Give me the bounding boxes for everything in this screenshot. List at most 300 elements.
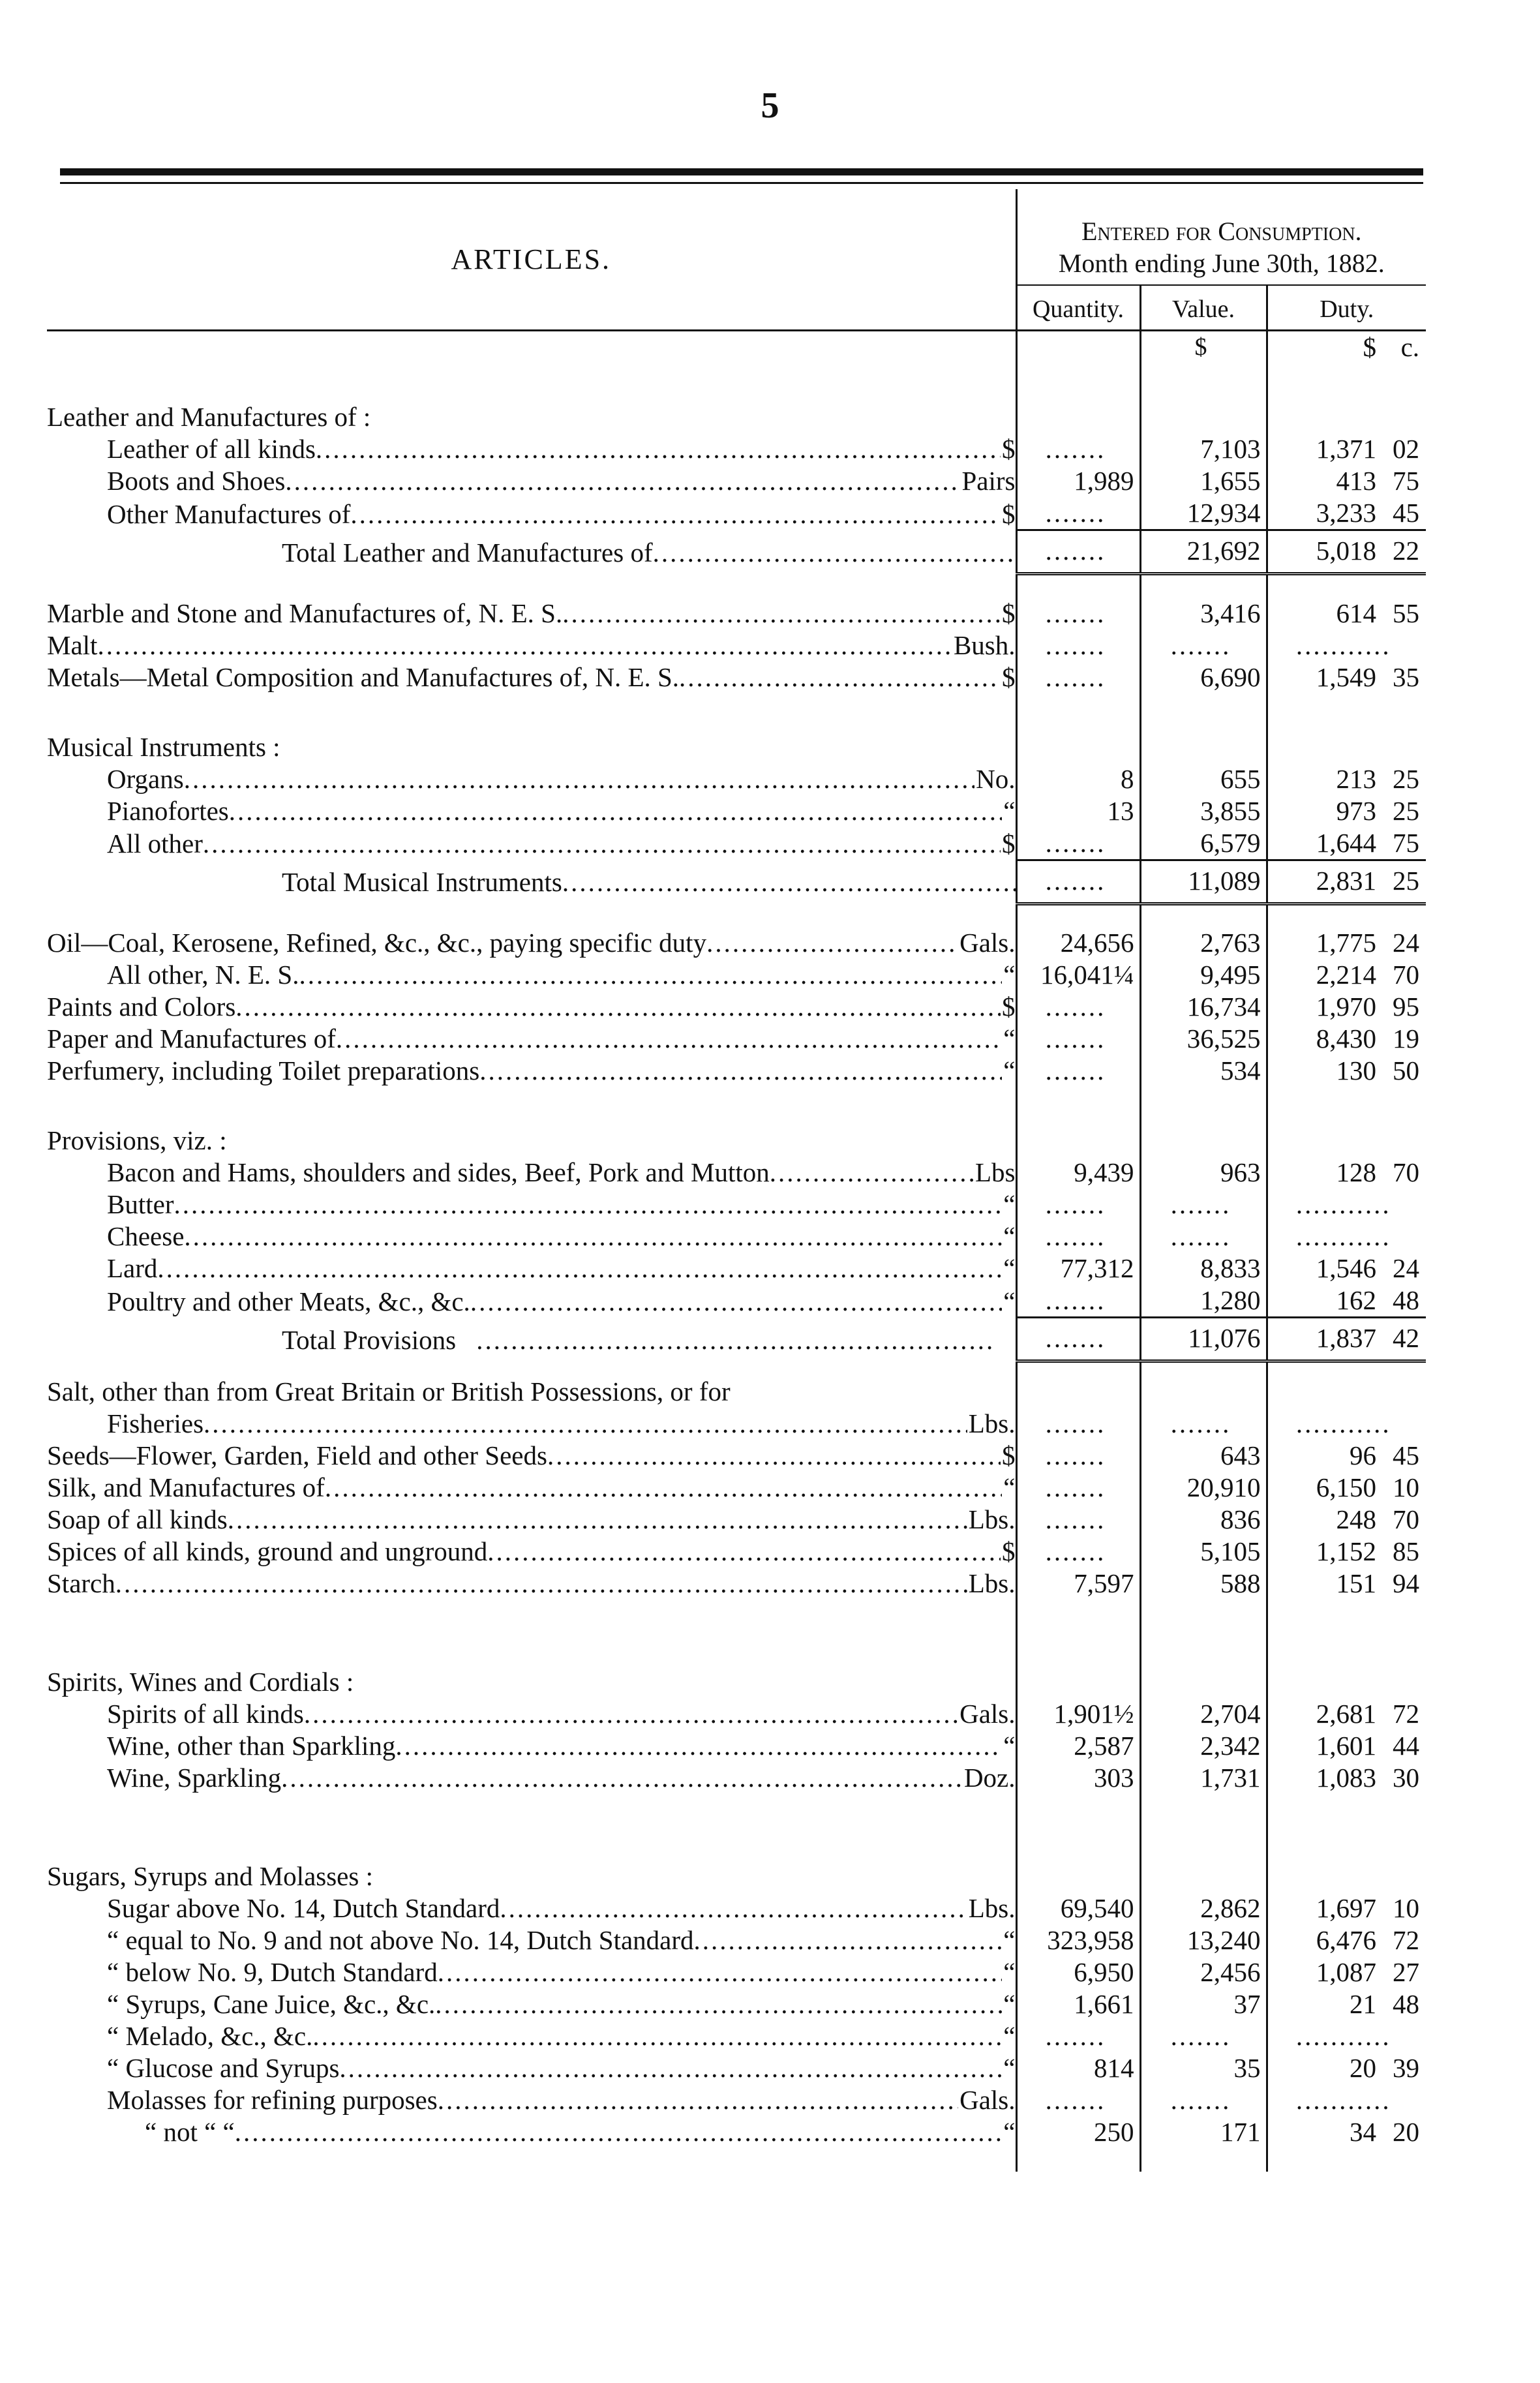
spacer-row xyxy=(47,2148,1426,2172)
value-cell: 36,525 xyxy=(1140,1023,1267,1055)
value-heading: Value. xyxy=(1140,285,1267,331)
article-item xyxy=(47,1762,1016,1794)
duty-cell xyxy=(1267,827,1426,860)
article-label: Fisheries xyxy=(107,1408,204,1438)
article-item xyxy=(47,2020,1016,2052)
quantity-cell: ....... xyxy=(1016,433,1140,465)
duty-cell xyxy=(1267,598,1426,630)
article-item xyxy=(47,2084,1016,2116)
duty-dollars: 5,018 xyxy=(1316,536,1377,566)
article-label: Butter xyxy=(107,1189,174,1219)
total-label: Total Musical Instruments xyxy=(282,867,562,897)
table-row xyxy=(47,1730,1426,1762)
article-item xyxy=(47,1568,1016,1600)
duty-cell xyxy=(1267,1762,1426,1794)
table-row xyxy=(47,795,1426,827)
total-label: Total Provisions xyxy=(282,1324,457,1355)
article-label: Marble and Stone and Manufactures of, N. E. S. xyxy=(47,598,563,628)
section-title-row xyxy=(47,1846,1426,1892)
duty-cents: 20 xyxy=(1393,2116,1420,2147)
article-label: “ Melado, &c., &c. xyxy=(107,2020,313,2051)
articles-heading: ARTICLES. xyxy=(47,189,1016,331)
article-label: Oil—Coal, Kerosene, Refined, &c., &c., paying specific duty xyxy=(47,928,707,958)
leader-dots xyxy=(487,1536,1001,1568)
table-row xyxy=(47,497,1426,530)
table-row xyxy=(47,1157,1426,1189)
duty-cell xyxy=(1267,1892,1426,1924)
article-unit: “ xyxy=(1003,960,1016,990)
article-cell xyxy=(47,1924,1016,1956)
empty-cell xyxy=(1140,1110,1267,1157)
article-item xyxy=(47,1440,1016,1472)
article-unit: Lbs xyxy=(975,1157,1016,1187)
value-cell: 8,833 xyxy=(1140,1252,1267,1284)
value-cell: 2,763 xyxy=(1140,927,1267,959)
article-cell xyxy=(47,1698,1016,1730)
duty-cents: 55 xyxy=(1393,598,1420,628)
duty-cents: 72 xyxy=(1393,1698,1420,1729)
quantity-cell: 7,597 xyxy=(1016,1568,1140,1600)
value-cell: ....... xyxy=(1140,630,1267,661)
table-row xyxy=(47,1956,1426,1988)
article-item xyxy=(47,1698,1016,1730)
duty-cents: 22 xyxy=(1393,536,1420,566)
article-label: Soap of all kinds xyxy=(47,1504,228,1534)
duty-cell xyxy=(1267,1472,1426,1504)
total-label-cell xyxy=(47,530,1016,574)
article-cell xyxy=(47,1472,1016,1504)
duty-cents: 45 xyxy=(1393,498,1420,528)
article-cell xyxy=(47,1440,1016,1472)
duty-cents: 70 xyxy=(1393,1157,1420,1187)
header-rule-light xyxy=(60,182,1423,184)
empty-cell xyxy=(1140,387,1267,433)
quantity-cell: ....... xyxy=(1016,991,1140,1023)
total-label: Total Leather and Manufactures of xyxy=(282,537,653,568)
duty-dollars: 1,083 xyxy=(1316,1762,1377,1793)
article-label: All other xyxy=(107,828,203,858)
duty-cell xyxy=(1267,1157,1426,1189)
leader-dots xyxy=(470,1286,1002,1318)
value-cell: 588 xyxy=(1140,1568,1267,1600)
duty-dollars: 1,371 xyxy=(1316,434,1377,464)
article-unit: $ xyxy=(1002,598,1016,628)
quantity-cell: ....... xyxy=(1016,1221,1140,1252)
article-cell xyxy=(47,827,1016,860)
article-cell xyxy=(47,2020,1016,2052)
article-item xyxy=(47,2116,1016,2148)
value-cell: 2,704 xyxy=(1140,1698,1267,1730)
value-cell: 1,280 xyxy=(1140,1284,1267,1318)
article-item xyxy=(47,433,1016,465)
entered-heading: Entered for Consumption. xyxy=(1016,189,1426,247)
leader-dots xyxy=(184,763,974,795)
duty-cell xyxy=(1267,1536,1426,1568)
leader-dots xyxy=(435,1988,1002,2020)
duty-cents: 85 xyxy=(1393,1536,1420,1566)
quantity-cell: ....... xyxy=(1016,630,1140,661)
table-row xyxy=(47,1892,1426,1924)
article-label: Lard xyxy=(107,1253,158,1283)
article-cell xyxy=(47,1252,1016,1284)
duty-cell: ........... xyxy=(1267,2084,1426,2116)
duty-cents: 25 xyxy=(1393,865,1420,896)
empty-cell xyxy=(1016,1652,1140,1698)
article-unit: No. xyxy=(976,763,1016,794)
empty-cell xyxy=(1016,1110,1140,1157)
duty-cents: 25 xyxy=(1393,763,1420,794)
leader-dots xyxy=(350,498,1001,530)
article-item xyxy=(47,465,1016,497)
article-unit: “ xyxy=(1003,1253,1016,1283)
empty-cell xyxy=(1267,1361,1426,1408)
article-item xyxy=(47,598,1016,630)
article-label: Wine, Sparkling xyxy=(107,1762,282,1793)
duty-cell xyxy=(1267,2116,1426,2148)
article-cell xyxy=(47,661,1016,693)
article-cell xyxy=(47,1055,1016,1087)
total-value: 11,076 xyxy=(1140,1318,1267,1361)
article-unit: Bush. xyxy=(953,630,1016,660)
article-unit: “ xyxy=(1003,1189,1016,1219)
article-unit: “ xyxy=(1003,1221,1016,1251)
article-unit: $ xyxy=(1002,828,1016,858)
article-item xyxy=(47,1988,1016,2020)
leader-dots xyxy=(285,465,960,497)
table-row xyxy=(47,1440,1426,1472)
value-cell: 7,103 xyxy=(1140,433,1267,465)
spacer-row xyxy=(47,693,1426,717)
value-cell: ....... xyxy=(1140,2020,1267,2052)
table-row xyxy=(47,1988,1426,2020)
value-cell: 12,934 xyxy=(1140,497,1267,530)
duty-dollars: 1,775 xyxy=(1316,928,1377,958)
quantity-cell: ....... xyxy=(1016,497,1140,530)
article-unit: “ xyxy=(1003,2116,1016,2147)
leader-dots xyxy=(299,959,1002,991)
value-cell: ....... xyxy=(1140,1408,1267,1440)
table-row xyxy=(47,1284,1426,1318)
article-unit: “ xyxy=(1003,795,1016,826)
quantity-cell: 6,950 xyxy=(1016,1956,1140,1988)
empty-cell xyxy=(1267,1652,1426,1698)
table-row xyxy=(47,991,1426,1023)
duty-cents: 27 xyxy=(1393,1956,1420,1987)
duty-cell xyxy=(1267,1023,1426,1055)
leader-dots xyxy=(174,1189,1002,1221)
table-row xyxy=(47,1055,1426,1087)
table-row xyxy=(47,2084,1426,2116)
article-cell xyxy=(47,1221,1016,1252)
quantity-cell: ....... xyxy=(1016,2020,1140,2052)
article-unit: “ xyxy=(1003,2052,1016,2083)
duty-dollars: 973 xyxy=(1336,795,1377,826)
leader-dots xyxy=(235,2116,1003,2148)
article-item xyxy=(47,828,1016,860)
empty-cell xyxy=(1016,387,1140,433)
article-item xyxy=(47,1924,1016,1956)
article-unit: $ xyxy=(1002,434,1016,464)
duty-cell xyxy=(1267,1988,1426,2020)
table-row xyxy=(47,465,1426,497)
table-row xyxy=(47,2020,1426,2052)
section-title: Sugars, Syrups and Molasses : xyxy=(47,1860,373,1891)
article-item xyxy=(47,959,1016,991)
quantity-cell: ....... xyxy=(1016,1055,1140,1087)
table-row xyxy=(47,959,1426,991)
duty-cents: 75 xyxy=(1393,827,1420,858)
section-title-row xyxy=(47,1652,1426,1698)
section-title-row xyxy=(47,1110,1426,1157)
duty-cents: 10 xyxy=(1393,1472,1420,1502)
value-cell: 37 xyxy=(1140,1988,1267,2020)
leader-dots xyxy=(438,1956,1003,1988)
section-title: Spirits, Wines and Cordials : xyxy=(47,1666,354,1697)
article-item xyxy=(47,1157,1016,1189)
duty-dollars: 2,831 xyxy=(1316,865,1377,896)
value-cell: ....... xyxy=(1140,1221,1267,1252)
period-heading: Month ending June 30th, 1882. xyxy=(1016,247,1426,285)
article-item xyxy=(47,2052,1016,2084)
duty-cents: 72 xyxy=(1393,1924,1420,1955)
duty-cents: 75 xyxy=(1393,466,1420,496)
table-row xyxy=(47,2052,1426,2084)
duty-cents: 35 xyxy=(1393,661,1420,692)
quantity-cell: ....... xyxy=(1016,1189,1140,1221)
article-cell xyxy=(47,1157,1016,1189)
table-row xyxy=(47,827,1426,860)
duty-cell: ........... xyxy=(1267,1408,1426,1440)
duty-cell xyxy=(1267,497,1426,530)
quantity-cell: 13 xyxy=(1016,795,1140,827)
value-cell: ....... xyxy=(1140,1189,1267,1221)
duty-dollars: 151 xyxy=(1336,1568,1377,1598)
article-cell xyxy=(47,433,1016,465)
quantity-cell: ....... xyxy=(1016,2084,1140,2116)
duty-cents: 70 xyxy=(1393,1504,1420,1534)
total-value: 11,089 xyxy=(1140,860,1267,903)
article-label: Pianofortes xyxy=(107,795,229,826)
table-row xyxy=(47,1472,1426,1504)
duty-dollars: 6,476 xyxy=(1316,1924,1377,1955)
empty-cell xyxy=(1140,717,1267,763)
article-cell xyxy=(47,2084,1016,2116)
article-cell xyxy=(47,1568,1016,1600)
table-row xyxy=(47,630,1426,661)
article-cell xyxy=(47,1956,1016,1988)
article-label: Paper and Manufactures of xyxy=(47,1024,336,1054)
quantity-cell: 1,661 xyxy=(1016,1988,1140,2020)
duty-dollars: 1,644 xyxy=(1316,827,1377,858)
article-unit: Gals. xyxy=(959,1698,1016,1729)
spacer-row xyxy=(47,1087,1426,1110)
table-row xyxy=(47,433,1426,465)
article-item xyxy=(47,1504,1016,1536)
value-cell: 1,731 xyxy=(1140,1762,1267,1794)
quantity-cell: ....... xyxy=(1016,860,1140,903)
article-item xyxy=(47,1956,1016,1988)
quantity-cell: ....... xyxy=(1016,1504,1140,1536)
quantity-cell: ....... xyxy=(1016,661,1140,693)
leader-dots xyxy=(229,795,1003,827)
consumption-table xyxy=(47,189,1426,2172)
article-cell xyxy=(47,1988,1016,2020)
duty-dollars: 614 xyxy=(1336,598,1377,628)
duty-heading: Duty. xyxy=(1267,285,1426,331)
empty-cell xyxy=(1267,387,1426,433)
salt-first-line: Salt, other than from Great Britain or British Possessions, or for xyxy=(47,1376,731,1406)
quantity-cell: 1,901½ xyxy=(1016,1698,1140,1730)
article-unit: “ xyxy=(1003,2020,1016,2051)
duty-cell xyxy=(1267,1924,1426,1956)
duty-cell: ........... xyxy=(1267,630,1426,661)
duty-cell xyxy=(1267,1318,1426,1361)
duty-cell xyxy=(1267,1956,1426,1988)
duty-dollars: 3,233 xyxy=(1316,498,1377,528)
duty-cents: 10 xyxy=(1393,1892,1420,1923)
article-label: Spirits of all kinds xyxy=(107,1698,304,1729)
article-item xyxy=(47,763,1016,795)
table-row xyxy=(47,1189,1426,1221)
leader-dots xyxy=(235,991,1001,1023)
article-cell xyxy=(47,2116,1016,2148)
article-label: Seeds—Flower, Garden, Field and other Seeds xyxy=(47,1440,547,1470)
table-row xyxy=(47,1924,1426,1956)
value-cell: ....... xyxy=(1140,2084,1267,2116)
duty-unit xyxy=(1267,331,1426,364)
value-unit: $ xyxy=(1140,331,1267,364)
duty-cell xyxy=(1267,1698,1426,1730)
total-item xyxy=(282,537,1016,569)
section-title-row xyxy=(47,387,1426,433)
duty-dollars: 1,152 xyxy=(1316,1536,1377,1566)
article-label: Leather of all kinds xyxy=(107,434,316,464)
table-row xyxy=(47,1408,1426,1440)
quantity-cell: ....... xyxy=(1016,1408,1140,1440)
leader-dots xyxy=(281,1762,963,1794)
article-item xyxy=(47,1221,1016,1252)
quantity-cell: 9,439 xyxy=(1016,1157,1140,1189)
duty-cell xyxy=(1267,1284,1426,1318)
duty-dollars: 8,430 xyxy=(1316,1024,1377,1054)
article-label: Other Manufactures of xyxy=(107,498,351,529)
article-item xyxy=(47,1730,1016,1762)
quantity-cell: 69,540 xyxy=(1016,1892,1140,1924)
table-body xyxy=(47,363,1426,2172)
duty-cents: 25 xyxy=(1393,795,1420,826)
duty-cell xyxy=(1267,1252,1426,1284)
duty-cell xyxy=(1267,465,1426,497)
article-item xyxy=(47,927,1016,959)
article-label: Starch xyxy=(47,1568,115,1598)
article-unit: Lbs. xyxy=(968,1408,1016,1438)
section-title-row xyxy=(47,717,1426,763)
article-label: Wine, other than Sparkling xyxy=(107,1730,396,1761)
article-item xyxy=(47,1189,1016,1221)
leader-dots xyxy=(336,1023,1002,1055)
article-unit: “ xyxy=(1003,1472,1016,1502)
article-label: Perfumery, including Toilet preparations xyxy=(47,1055,480,1085)
duty-cell xyxy=(1267,1055,1426,1087)
duty-dollars: 1,697 xyxy=(1316,1892,1377,1923)
total-label-cell xyxy=(47,860,1016,903)
article-cell xyxy=(47,1408,1016,1440)
article-unit: “ xyxy=(1003,1055,1016,1085)
quantity-cell: ....... xyxy=(1016,530,1140,574)
empty-cell xyxy=(1140,1652,1267,1698)
value-cell: 3,416 xyxy=(1140,598,1267,630)
duty-cents: 48 xyxy=(1393,1988,1420,2019)
table-row xyxy=(47,1504,1426,1536)
leader-dots xyxy=(325,1472,1002,1504)
duty-cell xyxy=(1267,860,1426,903)
article-unit: $ xyxy=(1002,498,1016,529)
duty-cell: ........... xyxy=(1267,1221,1426,1252)
total-item xyxy=(282,1324,1016,1356)
article-label: Malt xyxy=(47,630,98,660)
duty-cents: 45 xyxy=(1393,1440,1420,1470)
duty-dollars: 413 xyxy=(1336,466,1377,496)
article-item xyxy=(47,498,1016,530)
duty-dollars: 6,150 xyxy=(1316,1472,1377,1502)
duty-dollars: 1,970 xyxy=(1316,992,1377,1022)
duty-cents: 19 xyxy=(1393,1024,1420,1054)
empty-cell xyxy=(1140,1361,1267,1408)
duty-cents: 70 xyxy=(1393,960,1420,990)
article-unit: $ xyxy=(1002,992,1016,1022)
article-unit: “ xyxy=(1003,1286,1016,1316)
table-row xyxy=(47,763,1426,795)
duty-cell xyxy=(1267,1730,1426,1762)
article-item xyxy=(47,661,1016,693)
value-cell: 6,579 xyxy=(1140,827,1267,860)
duty-dollars: 1,601 xyxy=(1316,1730,1377,1761)
quantity-cell: 77,312 xyxy=(1016,1252,1140,1284)
quantity-cell: 250 xyxy=(1016,2116,1140,2148)
table-row xyxy=(47,1762,1426,1794)
article-unit: Lbs. xyxy=(968,1504,1016,1534)
article-cell xyxy=(47,1504,1016,1536)
value-cell: 3,855 xyxy=(1140,795,1267,827)
article-label: Cheese xyxy=(107,1221,185,1251)
section-title: Musical Instruments : xyxy=(47,731,280,762)
article-label: Organs xyxy=(107,763,184,794)
duty-cell: ........... xyxy=(1267,1189,1426,1221)
quantity-cell: ....... xyxy=(1016,1318,1140,1361)
duty-cell xyxy=(1267,1568,1426,1600)
table-row xyxy=(47,1252,1426,1284)
leader-dots xyxy=(97,630,952,661)
duty-cents: 44 xyxy=(1393,1730,1420,1761)
quantity-heading: Quantity. xyxy=(1016,285,1140,331)
duty-dollars: 130 xyxy=(1336,1055,1377,1085)
article-label: Poultry and other Meats, &c., &c. xyxy=(107,1286,470,1316)
leader-dots xyxy=(500,1892,967,1924)
value-cell: 16,734 xyxy=(1140,991,1267,1023)
leader-dots xyxy=(562,598,1001,630)
article-unit: “ xyxy=(1003,1956,1016,1987)
duty-dollars: 248 xyxy=(1336,1504,1377,1534)
empty-cell xyxy=(1267,1110,1426,1157)
article-cell xyxy=(47,763,1016,795)
empty-cell xyxy=(1016,717,1140,763)
table-row xyxy=(47,927,1426,959)
duty-dollars: 20 xyxy=(1350,2052,1377,2083)
leader-dots xyxy=(456,1324,1015,1356)
duty-dollars: 96 xyxy=(1350,1440,1377,1470)
table-row xyxy=(47,1361,1426,1408)
leader-dots xyxy=(706,927,958,959)
